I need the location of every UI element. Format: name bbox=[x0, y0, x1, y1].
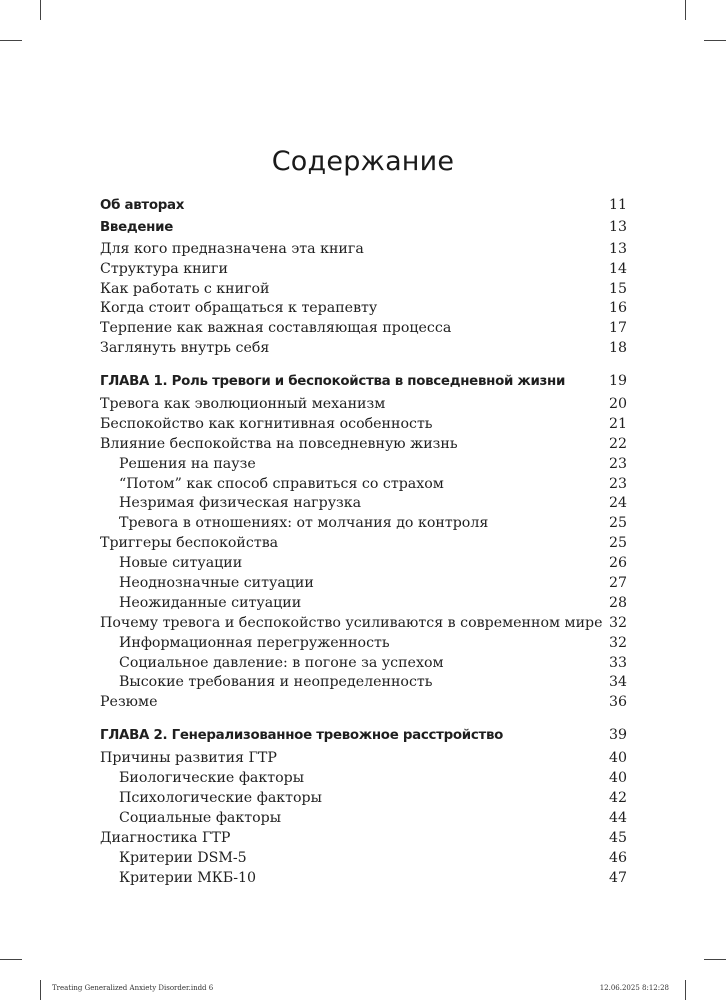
toc-page-number: 33 bbox=[608, 654, 627, 671]
toc-entry-label: Тревога в отношениях: от молчания до контроля bbox=[119, 515, 489, 532]
toc-page-number: 23 bbox=[608, 455, 627, 472]
toc-entry-label: Социальное давление: в погоне за успехом bbox=[119, 654, 444, 671]
crop-mark bbox=[704, 959, 726, 960]
crop-mark bbox=[685, 980, 686, 1000]
toc-page-number: 25 bbox=[608, 535, 627, 552]
toc-subitem bbox=[100, 634, 627, 654]
toc-page-number: 28 bbox=[608, 594, 627, 611]
toc-entry-label: Резюме bbox=[100, 694, 158, 711]
toc-entry-label: ГЛАВА 1. Роль тревоги и беспокойства в повседневной жизни bbox=[100, 374, 566, 390]
toc-entry-label: Триггеры беспокойства bbox=[100, 535, 279, 552]
crop-mark bbox=[40, 980, 41, 1000]
toc-section-heading bbox=[100, 726, 627, 746]
toc-page-number: 23 bbox=[608, 475, 627, 492]
toc-section-heading bbox=[100, 372, 627, 392]
toc-subitem bbox=[100, 554, 627, 574]
toc-page-number: 21 bbox=[608, 415, 627, 432]
toc-page-number: 22 bbox=[608, 435, 627, 452]
toc-item bbox=[100, 299, 627, 319]
toc-entry-label: Как работать с книгой bbox=[100, 280, 270, 297]
toc-page-number: 47 bbox=[608, 869, 627, 886]
toc-item bbox=[100, 260, 627, 280]
crop-mark bbox=[0, 40, 22, 41]
toc-item bbox=[100, 339, 627, 359]
toc-page-number: 20 bbox=[608, 396, 627, 413]
toc-item bbox=[100, 749, 627, 769]
toc-item bbox=[100, 829, 627, 849]
toc-entry-label: Психологические факторы bbox=[119, 789, 322, 806]
toc-page-number: 18 bbox=[608, 340, 627, 357]
toc-page-number: 11 bbox=[608, 197, 627, 213]
toc-entry-label: Заглянуть внутрь себя bbox=[100, 340, 270, 357]
toc-entry-label: Высокие требования и неопределенность bbox=[119, 674, 433, 691]
toc-subitem bbox=[100, 594, 627, 614]
toc-page-number: 27 bbox=[608, 575, 627, 592]
toc-page-number: 44 bbox=[608, 809, 627, 826]
footer-file-info: Treating Generalized Anxiety Disorder.indd 6 bbox=[52, 984, 214, 992]
toc-page-number: 36 bbox=[608, 694, 627, 711]
toc-subitem bbox=[100, 654, 627, 674]
toc-subitem bbox=[100, 514, 627, 534]
toc-entry-label: Терпение как важная составляющая процесса bbox=[100, 320, 452, 337]
toc-section-heading bbox=[100, 196, 627, 216]
toc-entry-label: Влияние беспокойства на повседневную жизнь bbox=[100, 435, 458, 452]
toc-page-number: 26 bbox=[608, 555, 627, 572]
toc-entry-label: Почему тревога и беспокойство усиливаются в современном мире bbox=[100, 614, 603, 631]
toc-page-number: 40 bbox=[608, 770, 627, 787]
toc-page-number: 42 bbox=[608, 789, 627, 806]
toc-page-number: 16 bbox=[608, 300, 627, 317]
toc-entry-label: Критерии МКБ-10 bbox=[119, 869, 257, 886]
toc-entry-label: ГЛАВА 2. Генерализованное тревожное расстройство bbox=[100, 728, 504, 744]
toc-entry-label: Социальные факторы bbox=[119, 809, 282, 826]
toc-item bbox=[100, 435, 627, 455]
toc-page-number: 17 bbox=[608, 320, 627, 337]
page-title: Содержание bbox=[271, 146, 455, 178]
toc-item bbox=[100, 395, 627, 415]
toc-entry-label: Когда стоит обращаться к терапевту bbox=[100, 300, 378, 317]
crop-mark bbox=[0, 959, 22, 960]
toc-entry-label: Новые ситуации bbox=[119, 555, 243, 572]
toc-page-number: 19 bbox=[608, 373, 627, 390]
toc-subitem bbox=[100, 673, 627, 693]
toc-page-number: 46 bbox=[608, 849, 627, 866]
toc-page-number: 40 bbox=[608, 750, 627, 767]
toc-entry-label: Об авторах bbox=[100, 198, 185, 213]
toc-subitem bbox=[100, 869, 627, 889]
footer-timestamp: 12.06.2025 8:12:28 bbox=[599, 984, 669, 992]
toc-item bbox=[100, 280, 627, 300]
toc-entry-label: Введение bbox=[100, 219, 173, 235]
toc-entry-label: Незримая физическая нагрузка bbox=[119, 495, 362, 512]
toc-page-number: 15 bbox=[608, 280, 627, 297]
toc-page-number: 45 bbox=[608, 829, 627, 846]
toc-page-number: 24 bbox=[608, 495, 627, 512]
toc-section-heading bbox=[100, 218, 627, 238]
toc-item bbox=[100, 415, 627, 435]
toc-entry-label: Для кого предназначена эта книга bbox=[100, 240, 364, 257]
toc-entry-label: Структура книги bbox=[100, 260, 228, 277]
toc-entry-label: Решения на паузе bbox=[119, 455, 256, 472]
toc-page-number: 13 bbox=[608, 240, 627, 257]
toc-item bbox=[100, 534, 627, 554]
toc-item bbox=[100, 614, 627, 634]
toc-subitem bbox=[100, 849, 627, 869]
toc-item bbox=[100, 693, 627, 713]
toc-entry-label: Тревога как эволюционный механизм bbox=[100, 396, 386, 413]
toc-entry-label: Неоднозначные ситуации bbox=[119, 575, 314, 592]
toc-subitem bbox=[100, 809, 627, 829]
toc-page-number: 13 bbox=[608, 218, 627, 235]
toc-item bbox=[100, 240, 627, 260]
toc-subitem bbox=[100, 769, 627, 789]
toc-page-number: 32 bbox=[608, 634, 627, 651]
crop-mark bbox=[685, 0, 686, 20]
toc-entry-label: Информационная перегруженность bbox=[119, 634, 390, 651]
toc-subitem bbox=[100, 475, 627, 495]
toc-entry-label: “Потом” как способ справиться со страхом bbox=[119, 475, 444, 492]
toc-page-number: 39 bbox=[608, 727, 627, 744]
toc-entry-label: Неожиданные ситуации bbox=[119, 594, 302, 611]
toc-subitem bbox=[100, 455, 627, 475]
toc-subitem bbox=[100, 789, 627, 809]
toc-page-number: 14 bbox=[608, 260, 627, 277]
toc-entry-label: Причины развития ГТР bbox=[100, 750, 277, 767]
crop-mark bbox=[40, 0, 41, 20]
toc-subitem bbox=[100, 494, 627, 514]
toc-subitem bbox=[100, 574, 627, 594]
crop-mark bbox=[704, 40, 726, 41]
toc-item bbox=[100, 319, 627, 339]
toc-page-number: 32 bbox=[608, 614, 627, 631]
toc-entry-label: Диагностика ГТР bbox=[100, 829, 231, 846]
toc-page-number: 34 bbox=[608, 674, 627, 691]
table-of-contents bbox=[100, 196, 627, 888]
toc-entry-label: Беспокойство как когнитивная особенность bbox=[100, 415, 433, 432]
toc-entry-label: Критерии DSM-5 bbox=[119, 849, 247, 866]
toc-entry-label: Биологические факторы bbox=[119, 770, 305, 787]
toc-page-number: 25 bbox=[608, 515, 627, 532]
